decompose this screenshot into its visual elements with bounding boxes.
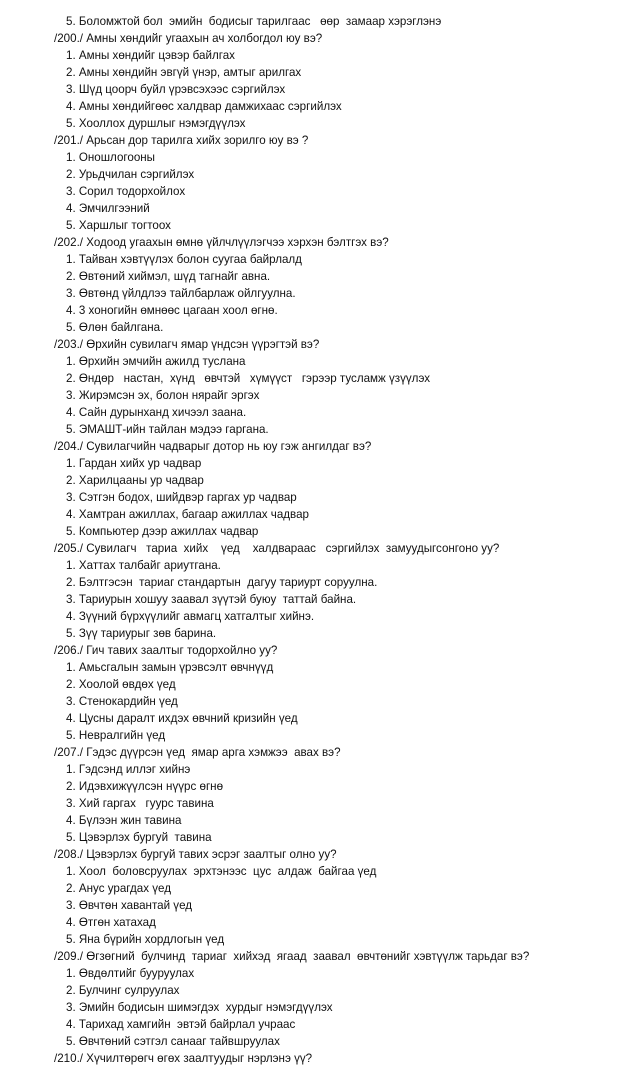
answer-option: 5. Цэвэрлэх бургуй тавина [66,831,212,844]
answer-option: 3. Өвтөнд үйлдлээ тайлбарлаж ойлгуулна. [66,287,296,300]
answer-option: 1. Хоол боловсруулах эрхтэнээс цус алдаж байгаа үед [66,865,377,878]
answer-option: 4. Цусны даралт ихдэх өвчний кризийн үед [66,712,298,725]
question-heading: /210./ Хүчилтөрөгч өгөх заалтуудыг нэрлэнэ үү? [54,1052,313,1065]
answer-option: 2. Өндөр настан, хүнд өвчтэй хүмүүст гэрээр тусламж үзүүлэх [66,372,431,385]
answer-option: 1. Гэдсэнд иллэг хийнэ [66,763,191,776]
answer-option: 3. Шүд цоорч буйл үрэвсэхээс сэргийлэх [66,83,286,96]
answer-option: 5. Өлөн байлгана. [66,321,164,334]
answer-option: 1. Тайван хэвтүүлэх болон суугаа байрлалд [66,253,302,266]
answer-option: 4. Амны хөндийгөөс халдвар дамжихаас сэргийлэх [66,100,342,113]
answer-option: 2. Өвтөний хиймэл, шүд тагнайг авна. [66,270,271,283]
answer-option: 4. Эмчилгээний [66,202,150,215]
answer-option: 4. Өтгөн хатахад [66,916,156,929]
answer-option: 2. Урьдчилан сэргийлэх [66,168,195,181]
answer-option: 3. Өвчтөн хавантай үед [66,899,193,912]
answer-option: 1. Өвдөлтийг бууруулах [66,967,195,980]
answer-option: 4. Зүүний бүрхүүлийг авмагц хатгалтыг хийнэ. [66,610,315,623]
question-heading: /200./ Амны хөндийг угаахын ач холбогдол юу вэ? [54,32,323,45]
answer-option: 4. Хамтран ажиллах, багаар ажиллах чадвар [66,508,309,521]
answer-option: 4. Тарихад хамгийн эвтэй байрлал учраас [66,1018,296,1031]
answer-option: 4. Сайн дурынханд хичээл заана. [66,406,247,419]
answer-option: 5. Өвчтөний сэтгэл санааг тайвшруулах [66,1035,280,1048]
question-heading: /209./ Өгзөгний булчинд тариаг хийхэд ягаад заавал өвчтөнийг хэвтүүлж тарьдаг вэ? [54,950,530,963]
answer-option: 2. Амны хөндийн эвгүй үнэр, амтыг арилгах [66,66,302,79]
answer-option: 5. Зүү тариурыг зөв барина. [66,627,217,640]
answer-option: 3. Сэтгэн бодох, шийдвэр гаргах ур чадвар [66,491,297,504]
answer-option: 1. Өрхийн эмчийн ажилд туслана [66,355,246,368]
answer-option: 1. Гардан хийх ур чадвар [66,457,202,470]
answer-option: 3. Хий гаргах гуурс тавина [66,797,214,810]
answer-option: 5. Компьютер дээр ажиллах чадвар [66,525,259,538]
question-heading: /205./ Сувилагч тариа хийх үед халдвараас сэргийлэх замуудыгсонгоно уу? [54,542,500,555]
answer-option: 3. Жирэмсэн эх, болон нярайг эргэх [66,389,260,402]
question-heading: /208./ Цэвэрлэх бургуй тавих эсрэг заалтыг олно уу? [54,848,337,861]
answer-option: 2. Хоолой өвдөх үед [66,678,176,691]
question-heading: /201./ Арьсан дор тарилга хийх зорилго юу вэ ? [54,134,309,147]
answer-option: 3. Сорил тодорхойлох [66,185,186,198]
question-heading: /207./ Гэдэс дүүрсэн үед ямар арга хэмжээ авах вэ? [54,746,341,759]
answer-option: 4. Бүлээн жин тавина [66,814,182,827]
answer-option: 5. Хооллох дуршлыг нэмэгдүүлэх [66,117,246,130]
answer-option: 3. Эмийн бодисын шимэгдэх хурдыг нэмэгдүүлэх [66,1001,333,1014]
answer-option: 5. Боломжтой бол эмийн бодисыг тарилгаас өөр замаар хэрэглэнэ [66,15,442,28]
answer-option: 3. Стенокардийн үед [66,695,178,708]
question-heading: /202./ Ходоод угаахын өмнө үйлчлүүлэгчээ хэрхэн бэлтгэх вэ? [54,236,389,249]
answer-option: 2. Идэвхижүүлсэн нүүрс өгнө [66,780,224,793]
question-heading: /203./ Өрхийн сувилагч ямар үндсэн үүрэгтэй вэ? [54,338,320,351]
answer-option: 3. Тариурын хошуу заавал зүүтэй буюу таттай байна. [66,593,357,606]
answer-option: 2. Харилцааны ур чадвар [66,474,204,487]
answer-option: 1. Амьсгалын замын үрэвсэлт өвчнүүд [66,661,274,674]
question-heading: /204./ Сувилагчийн чадварыг дотор нь юу гэж ангилдаг вэ? [54,440,372,453]
answer-option: 2. Анус урагдах үед [66,882,171,895]
answer-option: 1. Хаттах талбайг ариутгана. [66,559,221,572]
answer-option: 4. 3 хоногийн өмнөөс цагаан хоол өгнө. [66,304,278,317]
answer-option: 2. Булчинг сулруулах [66,984,180,997]
answer-option: 5. Яна бүрийн хордлогын үед [66,933,225,946]
answer-option: 1. Амны хөндийг цэвэр байлгах [66,49,235,62]
answer-option: 2. Бэлтгэсэн тариаг стандартын дагуу тариурт соруулна. [66,576,378,589]
question-heading: /206./ Гич тавих заалтыг тодорхойлно уу? [54,644,278,657]
answer-option: 5. ЭМАШТ-ийн тайлан мэдээ гаргана. [66,423,269,436]
answer-option: 5. Харшлыг тогтоох [66,219,171,232]
answer-option: 1. Оношлогооны [66,151,156,164]
answer-option: 5. Невралгийн үед [66,729,166,742]
